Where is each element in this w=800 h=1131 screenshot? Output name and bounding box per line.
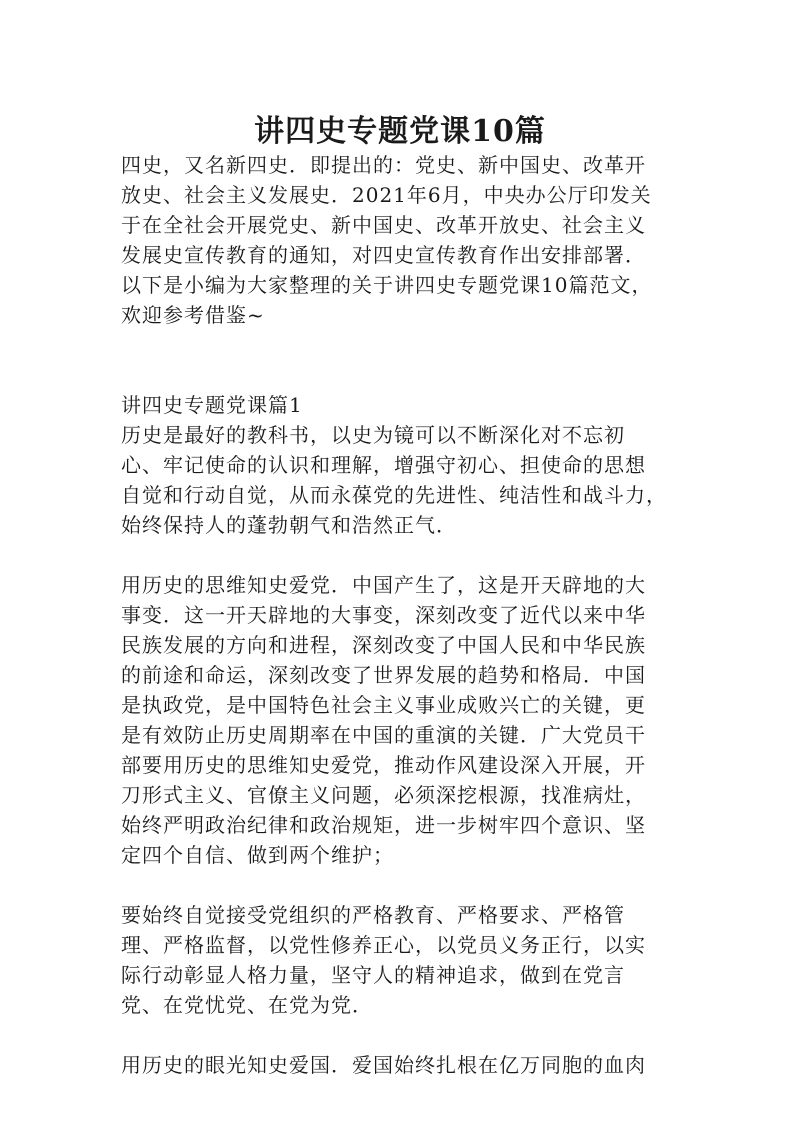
paragraph-line: 始终严明政治纪律和政治规矩，进一步树牢四个意识、坚 [121,813,646,837]
spacer [121,330,681,390]
paragraph-line: 是有效防止历史周期率在中国的重演的关键．广大党员干 [121,723,646,747]
intro-line: 放史、社会主义发展史．2021年6月，中央办公厅印发关 [121,183,652,207]
intro-line: 欢迎参考借鉴~ [121,303,265,327]
paragraph-line: 自觉和行动自觉，从而永葆党的先进性、纯洁性和战斗力， [121,483,667,507]
paragraph-line: 始终保持人的蓬勃朝气和浩然正气． [121,513,457,537]
document-title: 讲四史专题党课10篇 [254,114,546,149]
paragraph-line: 用历史的思维知史爱党．中国产生了，这是开天辟地的大 [121,573,646,597]
intro-line: 于在全社会开展党史、新中国史、改革开放史、社会主义 [121,213,646,237]
paragraph-line: 刀形式主义、官僚主义问题，必须深挖根源，找准病灶， [121,783,646,807]
paragraph-line: 事变．这一开天辟地的大事变，深刻改变了近代以来中华 [121,603,646,627]
paragraph-line: 要始终自觉接受党组织的严格教育、严格要求、严格管 [121,903,625,927]
paragraph-1 [121,420,681,540]
intro-paragraph [121,150,681,330]
paragraph-line: 用历史的眼光知史爱国．爱国始终扎根在亿万同胞的血肉 [121,1053,646,1077]
paragraph-line: 党、在党忧党、在党为党． [121,993,373,1017]
document-body [121,150,681,1080]
paragraph-line: 部要用历史的思维知史爱党，推动作风建设深入开展，开 [121,753,646,777]
spacer [121,1020,681,1050]
paragraph-line: 是执政党，是中国特色社会主义事业成败兴亡的关键，更 [121,693,646,717]
paragraph-line: 心、牢记使命的认识和理解，增强守初心、担使命的思想 [121,453,646,477]
paragraph-2 [121,570,681,870]
spacer [121,870,681,900]
section-heading: 讲四史专题党课篇1 [121,393,303,417]
paragraph-line: 民族发展的方向和进程，深刻改变了中国人民和中华民族 [121,633,646,657]
paragraph-line: 定四个自信、做到两个维护； [121,843,394,867]
paragraph-3 [121,900,681,1020]
paragraph-line: 的前途和命运，深刻改变了世界发展的趋势和格局．中国 [121,663,646,687]
spacer [121,540,681,570]
paragraph-line: 际行动彰显人格力量，坚守人的精神追求，做到在党言 [121,963,625,987]
paragraph-4 [121,1050,681,1080]
paragraph-line: 历史是最好的教科书，以史为镜可以不断深化对不忘初 [121,423,625,447]
paragraph-line: 理、严格监督，以党性修养正心，以党员义务正行，以实 [121,933,646,957]
intro-line: 四史，又名新四史．即提出的：党史、新中国史、改革开 [121,153,646,177]
intro-line: 发展史宣传教育的通知，对四史宣传教育作出安排部署． [121,243,646,267]
intro-line: 以下是小编为大家整理的关于讲四史专题党课10篇范文， [121,273,653,297]
